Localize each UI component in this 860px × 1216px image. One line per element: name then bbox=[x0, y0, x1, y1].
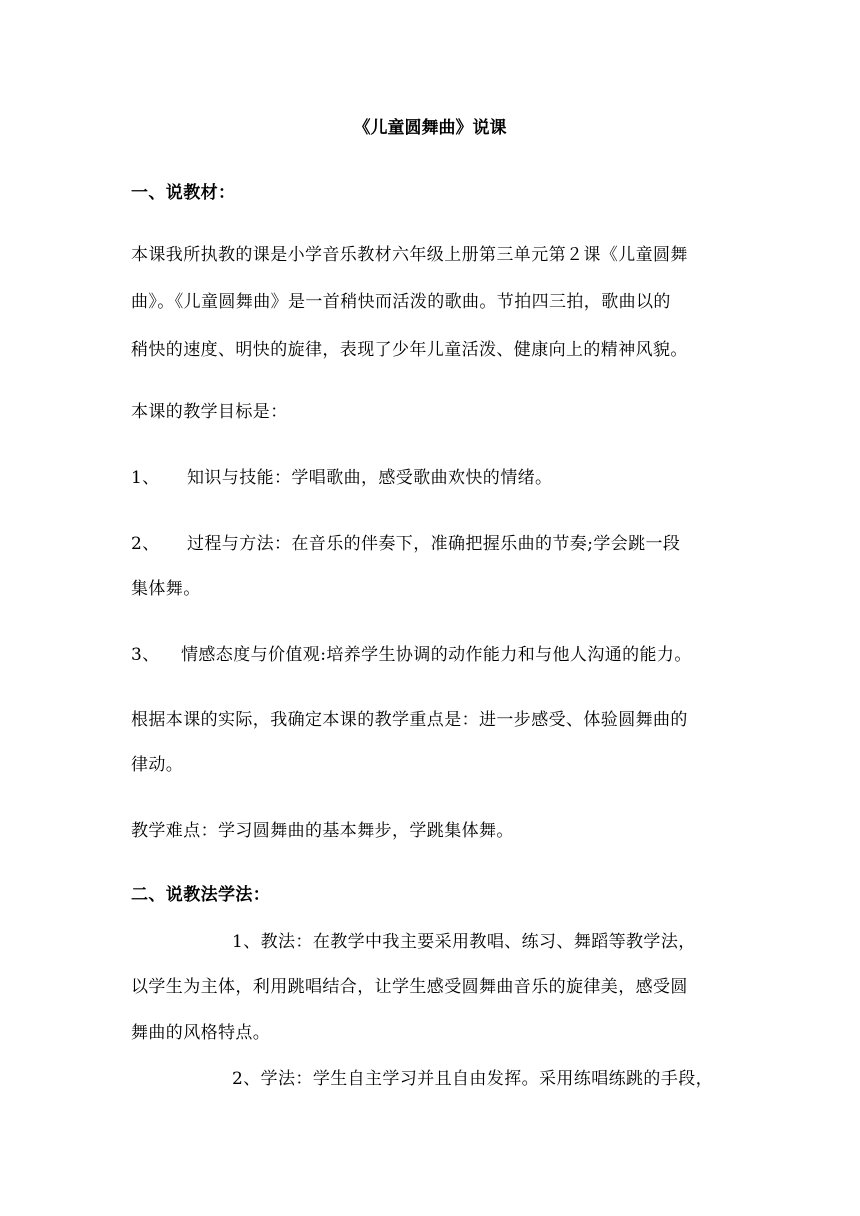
document-title: 《儿童圆舞曲》说课 bbox=[353, 118, 507, 138]
section-1-heading: 一、说教材： bbox=[131, 183, 236, 203]
goal-item-1 bbox=[131, 467, 751, 489]
method-line-2: 以学生为主体，利用跳唱结合，让学生感受圆舞曲音乐的旋律美，感受圆 bbox=[131, 977, 688, 997]
difficulty-line: 教学难点：学习圆舞曲的基本舞步，学跳集体舞。 bbox=[131, 821, 514, 841]
intro-line-2: 曲》。《儿童圆舞曲》是一首稍快而活泼的歌曲。节拍四三拍，歌曲以的 bbox=[131, 292, 671, 312]
goal-text: 过程与方法：在音乐的伴奏下，准确把握乐曲的节奏;学会跳一段 bbox=[187, 534, 681, 554]
goals-label: 本课的教学目标是： bbox=[131, 402, 288, 422]
key-point-line-2: 律动。 bbox=[131, 755, 184, 775]
goal-item-2-continued: 集体舞。 bbox=[131, 579, 201, 599]
study-method-line: 2、学法：学生自主学习并且自由发挥。采用练唱练跳的手段， bbox=[232, 1069, 714, 1089]
goal-number: 2、 bbox=[131, 534, 160, 554]
key-point-line-1: 根据本课的实际，我确定本课的教学重点是：进一步感受、体验圆舞曲的 bbox=[131, 710, 688, 730]
goal-item-3 bbox=[131, 644, 751, 666]
goal-text: 知识与技能：学唱歌曲，感受歌曲欢快的情绪。 bbox=[187, 468, 553, 488]
section-2-heading: 二、说教法学法： bbox=[131, 885, 271, 905]
method-line-1: 1、教法：在教学中我主要采用教唱、练习、舞蹈等教学法， bbox=[232, 932, 696, 952]
goal-number: 3、 bbox=[131, 645, 160, 665]
method-line-3: 舞曲的风格特点。 bbox=[131, 1023, 271, 1043]
goal-number: 1、 bbox=[131, 468, 160, 488]
goal-item-2 bbox=[131, 533, 751, 555]
intro-line-3: 稍快的速度、明快的旋律，表现了少年儿童活泼、健康向上的精神风貌。 bbox=[131, 340, 688, 360]
intro-line-1: 本课我所执教的课是小学音乐教材六年级上册第三单元第２课《儿童圆舞 bbox=[131, 245, 688, 265]
goal-text: 情感态度与价值观:培养学生协调的动作能力和与他人沟通的能力。 bbox=[181, 645, 692, 665]
